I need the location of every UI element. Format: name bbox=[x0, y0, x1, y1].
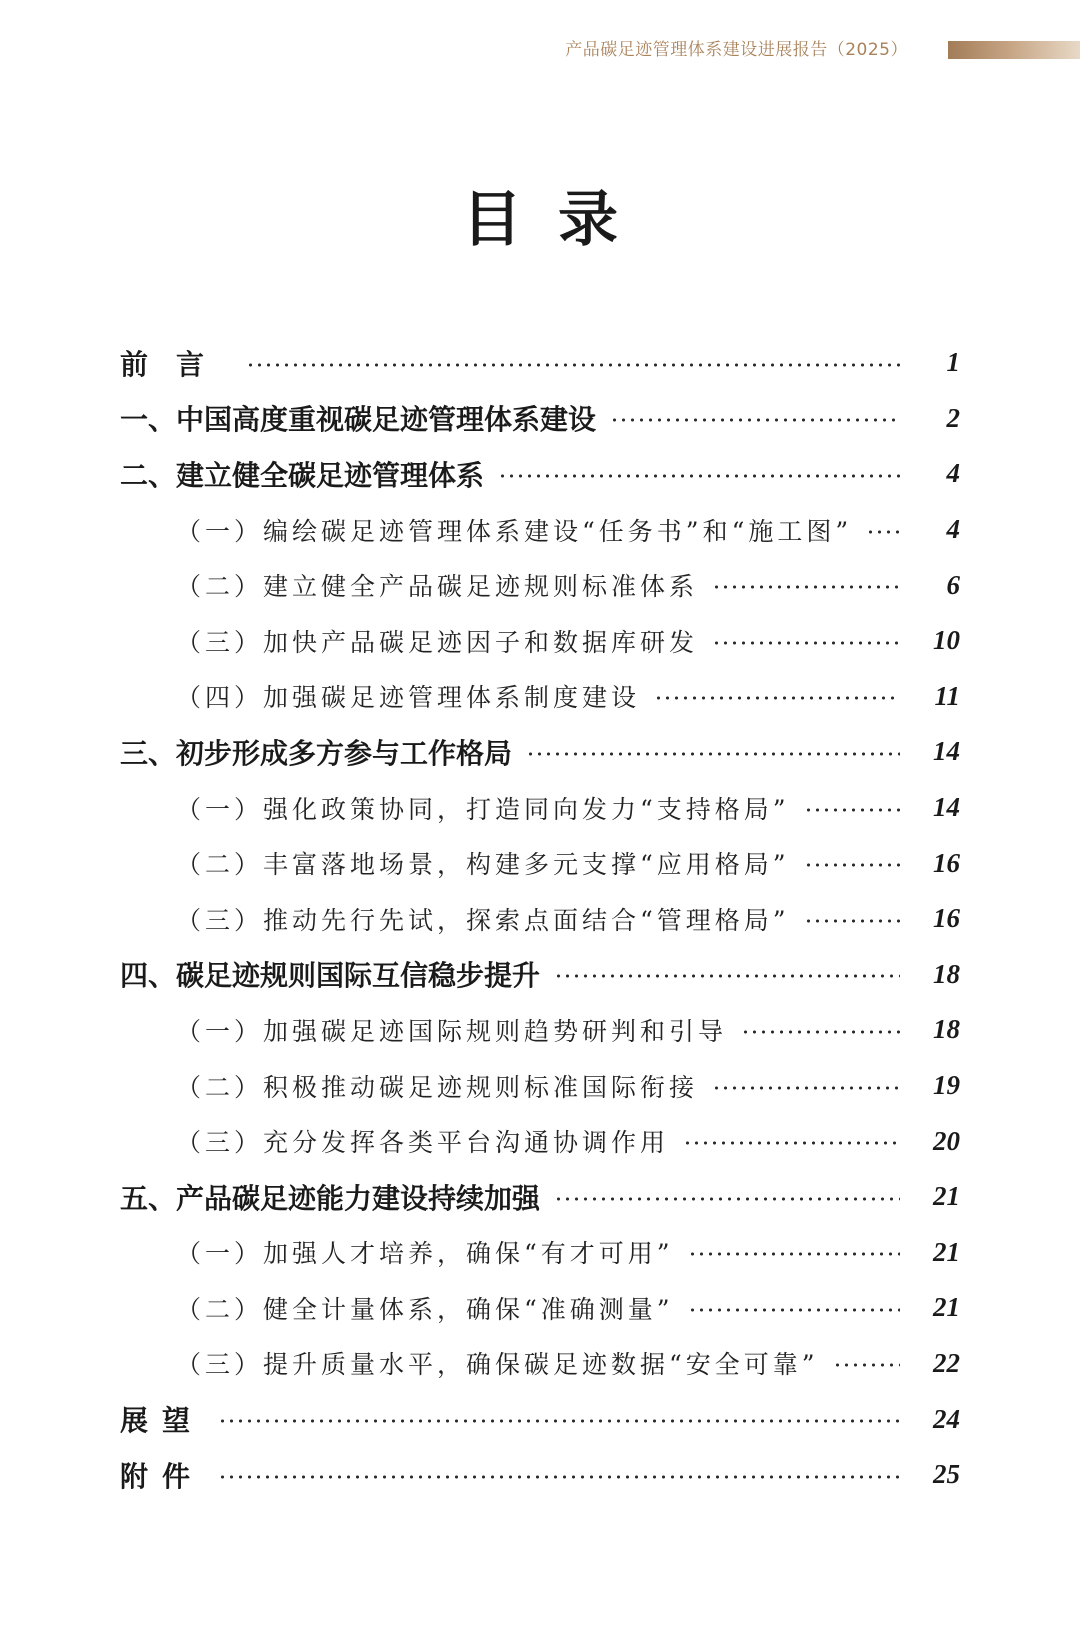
leader-dots bbox=[741, 1030, 900, 1034]
toc-entry-label: （四）加强碳足迹管理体系制度建设 bbox=[176, 683, 641, 713]
header-title: 产品碳足迹管理体系建设进展报告（2025） bbox=[565, 40, 908, 60]
leader-dots bbox=[804, 863, 900, 867]
toc-subentry[interactable] bbox=[120, 780, 960, 836]
leader-dots bbox=[683, 1141, 900, 1145]
toc-entry-label: （一）编绘碳足迹管理体系建设“任务书”和“施工图” bbox=[176, 516, 853, 546]
toc-subentry[interactable] bbox=[120, 835, 960, 891]
toc-entry-page: 10 bbox=[933, 625, 960, 656]
leader-dots bbox=[218, 1475, 900, 1479]
leader-dots bbox=[804, 919, 900, 923]
toc-entry[interactable] bbox=[120, 335, 960, 391]
toc-entry-page: 1 bbox=[946, 347, 960, 378]
toc-entry-label: 二、建立健全碳足迹管理体系 bbox=[120, 458, 485, 492]
leader-dots bbox=[688, 1308, 900, 1312]
toc-entry[interactable] bbox=[120, 947, 960, 1003]
toc-subentry[interactable] bbox=[120, 502, 960, 558]
toc-entry-label: （二）健全计量体系，确保“准确测量” bbox=[176, 1294, 674, 1324]
toc-subentry[interactable] bbox=[120, 1002, 960, 1058]
leader-dots bbox=[554, 974, 900, 978]
toc-entry-label: （一）加强人才培养，确保“有才可用” bbox=[176, 1239, 674, 1269]
toc-entry-page: 4 bbox=[946, 458, 960, 489]
toc-entry-page: 25 bbox=[933, 1459, 960, 1490]
toc-entry-label: 四、碳足迹规则国际互信稳步提升 bbox=[120, 959, 541, 993]
toc-entry[interactable] bbox=[120, 724, 960, 780]
header-decorative-bar bbox=[948, 41, 1080, 59]
toc-entry-label: （二）丰富落地场景，构建多元支撑“应用格局” bbox=[176, 850, 790, 880]
toc-entry-label: （三）充分发挥各类平台沟通协调作用 bbox=[176, 1128, 670, 1158]
toc-entry-page: 2 bbox=[946, 402, 960, 433]
toc-subentry[interactable] bbox=[120, 669, 960, 725]
leader-dots bbox=[688, 1252, 900, 1256]
toc-entry-page: 24 bbox=[933, 1403, 960, 1434]
toc-entry-page: 20 bbox=[933, 1125, 960, 1156]
toc-entry-label: 一、中国高度重视碳足迹管理体系建设 bbox=[120, 403, 597, 437]
toc-entry[interactable] bbox=[120, 391, 960, 447]
toc-entry-page: 21 bbox=[933, 1181, 960, 1212]
leader-dots bbox=[866, 530, 900, 534]
leader-dots bbox=[833, 1363, 900, 1367]
toc-entry[interactable] bbox=[120, 1447, 960, 1503]
toc-entry-page: 11 bbox=[934, 680, 960, 711]
leader-dots bbox=[246, 363, 900, 367]
toc-subentry[interactable] bbox=[120, 557, 960, 613]
toc-subentry[interactable] bbox=[120, 891, 960, 947]
toc-entry[interactable] bbox=[120, 1169, 960, 1225]
toc-subentry[interactable] bbox=[120, 1058, 960, 1114]
leader-dots bbox=[654, 696, 900, 700]
leader-dots bbox=[712, 641, 900, 645]
toc-entry-page: 21 bbox=[933, 1292, 960, 1323]
toc-entry-page: 21 bbox=[933, 1236, 960, 1267]
toc-entry-label: （二）建立健全产品碳足迹规则标准体系 bbox=[176, 572, 699, 602]
toc-entry-page: 16 bbox=[933, 847, 960, 878]
toc-entry-label: 三、初步形成多方参与工作格局 bbox=[120, 736, 513, 770]
toc-entry-label: （一）加强碳足迹国际规则趋势研判和引导 bbox=[176, 1016, 728, 1046]
leader-dots bbox=[712, 585, 900, 589]
toc-subentry[interactable] bbox=[120, 613, 960, 669]
leader-dots bbox=[498, 474, 900, 478]
page-header bbox=[0, 36, 1080, 64]
toc-entry-label: 附件 bbox=[120, 1459, 205, 1493]
toc-entry-page: 18 bbox=[933, 958, 960, 989]
leader-dots bbox=[712, 1086, 900, 1090]
toc-entry-label: （三）推动先行先试，探索点面结合“管理格局” bbox=[176, 905, 790, 935]
toc-subentry[interactable] bbox=[120, 1225, 960, 1281]
toc-entry-page: 14 bbox=[933, 792, 960, 823]
toc-entry-page: 16 bbox=[933, 903, 960, 934]
toc-entry-label: （一）强化政策协同，打造同向发力“支持格局” bbox=[176, 794, 790, 824]
toc-subentry[interactable] bbox=[120, 1280, 960, 1336]
toc-entry-label: 五、产品碳足迹能力建设持续加强 bbox=[120, 1181, 541, 1215]
toc-entry-label: （二）积极推动碳足迹规则标准国际衔接 bbox=[176, 1072, 699, 1102]
toc-entry-label: 展望 bbox=[120, 1404, 205, 1438]
toc-entry-label: （三）加快产品碳足迹因子和数据库研发 bbox=[176, 627, 699, 657]
toc-title: 目录 bbox=[462, 185, 654, 255]
toc-entry[interactable] bbox=[120, 446, 960, 502]
leader-dots bbox=[804, 808, 900, 812]
leader-dots bbox=[218, 1419, 900, 1423]
toc-entry-page: 22 bbox=[933, 1347, 960, 1378]
toc-subentry[interactable] bbox=[120, 1336, 960, 1392]
toc-entry-page: 14 bbox=[933, 736, 960, 767]
leader-dots bbox=[610, 418, 900, 422]
leader-dots bbox=[526, 752, 900, 756]
toc-subentry[interactable] bbox=[120, 1113, 960, 1169]
toc-entry-page: 18 bbox=[933, 1014, 960, 1045]
toc-entry[interactable] bbox=[120, 1391, 960, 1447]
toc-entry-label: 前言 bbox=[120, 347, 233, 381]
toc-entry-page: 19 bbox=[933, 1070, 960, 1101]
table-of-contents bbox=[120, 335, 960, 1502]
leader-dots bbox=[554, 1197, 900, 1201]
toc-entry-page: 6 bbox=[946, 569, 960, 600]
toc-entry-page: 4 bbox=[946, 514, 960, 545]
toc-entry-label: （三）提升质量水平，确保碳足迹数据“安全可靠” bbox=[176, 1350, 819, 1380]
